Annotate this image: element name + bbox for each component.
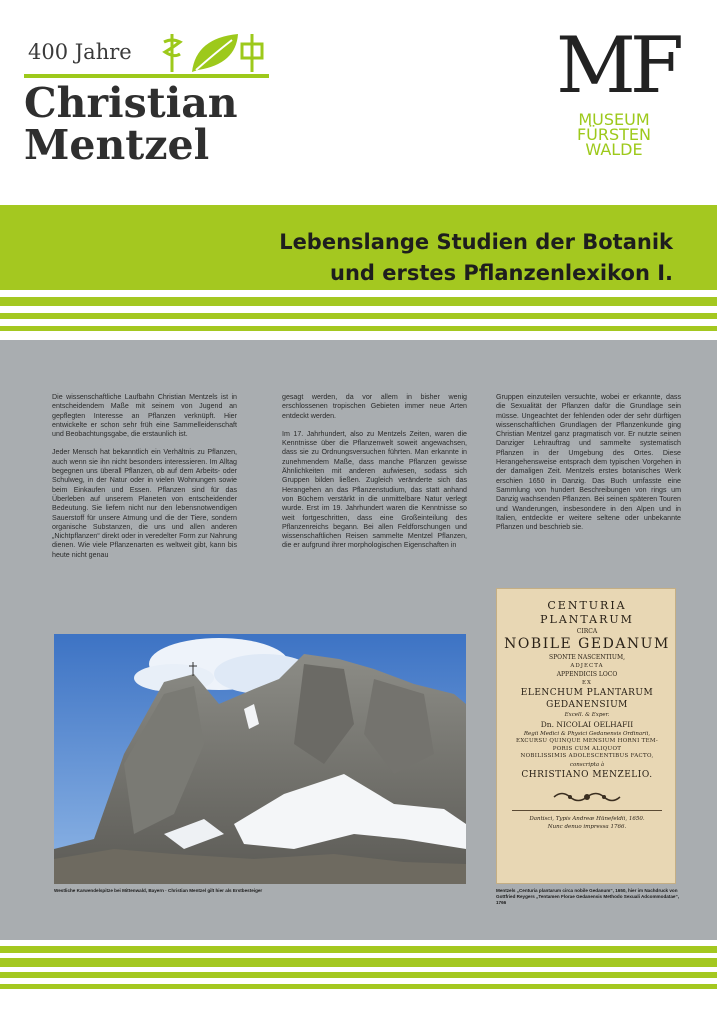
paragraph: Gruppen einzuteilen versuchte, wobei er erkannte, dass die Sexualität der Pflanzen dafür die Grundlage sein müsse. Ungeachtet der fehlenden oder der sehr dürftigen wissenschaftlichen Grundlagen der Pflanzenkunde ging Christian Mentzel ganz pragmatisch vor. Er nutzte seinen Danziger Lehrauftrag und sammelte systematisch Pflanzen in der Umgebung des Ortes. Diese Herangehensweise entsprach dem typischen Vorgehen in der damaligen Zeit. Mentzels erstes botanisches Werk erschien 1650 in Danzig. Das Buch umfasste eine Sammlung von hundert Beschreibungen von rings um Danzig wachsenden Pflanzen. Bei seinen späteren Touren und Wanderungen, insbesondere in den Alpen und in Italien, entdeckte er weitere seltene oder unbekannte Pflanzen und beschrieb sie. xyxy=(496,393,681,532)
logo-rule xyxy=(24,74,269,78)
book-line: APPENDICIS LOCO xyxy=(556,671,618,678)
logo-name xyxy=(24,79,238,169)
book-title-page xyxy=(496,588,676,884)
page-title xyxy=(279,227,673,289)
paragraph: Im 17. Jahrhundert, also zu Mentzels Zeiten, waren die Kenntnisse über die Pflanzenwelt soweit angewachsen, dass sie zu Ordnungsversuchen führten. Man erkannte in zunehmendem Maße, dass manche Pflanzen gewisse Ähnlichkeiten mit anderen aufwiesen, sodass sich Gruppen bilden ließen. Zugleich veränderte sich das Herangehen an das Pflanzenstudium, das statt anhand von Büchern verstärkt in die unmittelbare Natur verlegt wurde. Erst im 19. Jahrhundert waren die Kenntnisse so weit fortgeschritten, dass eine Großeinteilung des Pflanzenreichs begann. Bei allen Feldforschungen und wissenschaftlichen Reisen sammelte Mentzel Pflanzen, die er aufgrund ihrer morphologischen Eigenschaften in xyxy=(282,429,467,550)
poster-header xyxy=(0,0,717,205)
stripe-bottom-3 xyxy=(0,972,717,978)
title-line-2: und erstes Pflanzenlexikon I. xyxy=(330,261,673,285)
stripe-bottom-4 xyxy=(0,984,717,989)
book-line: PLANTARUM xyxy=(540,613,634,626)
book-line: Regii Medici & Physici Gedanensis Ordinarii, xyxy=(523,731,651,737)
ornament-icon xyxy=(552,790,622,804)
christian-mentzel-logo xyxy=(24,30,274,180)
mountain-photo xyxy=(54,634,466,884)
title-line-1: Lebenslange Studien der Botanik xyxy=(279,230,673,254)
paragraph: gesagt werden, da vor allem in bisher wenig erschlossenen tropischen Gebieten immer neue Arten entdeckt werden. xyxy=(282,393,467,420)
book-line: Excell. & Exper. xyxy=(564,712,610,718)
book-line: CENTURIA xyxy=(547,599,627,612)
book-text xyxy=(497,599,677,831)
mountain-image xyxy=(54,634,466,884)
book-line: NOBILISSIMIS ADOLESCENTIBUS FACTO, xyxy=(520,753,654,759)
book-line: NOBILE GEDANUM xyxy=(504,636,670,652)
stripe-bottom-1 xyxy=(0,946,717,953)
stripe-bottom-2 xyxy=(0,958,717,967)
book-rule xyxy=(512,810,662,811)
text-column-1 xyxy=(52,393,237,569)
stripe-top-2 xyxy=(0,313,717,319)
paragraph: Die wissenschaftliche Laufbahn Christian Mentzels ist in entscheidendem Maße mit seinem von Jugend an gepflegten Interesse an Pflanzen verknüpft. Hier entwickelte er schon sehr früh eine Sammelleidenschaft und Beobachtungsgabe, die erstaunlich ist. xyxy=(52,393,237,439)
book-line: EXCURSU QUINQUE MENSIUM HORNI TEM- xyxy=(516,738,658,744)
title-band xyxy=(0,205,717,290)
book-line: CHRISTIANO MENZELIO. xyxy=(521,769,653,780)
stripe-top-1 xyxy=(0,297,717,306)
museum-word-3: WALDE xyxy=(585,140,643,159)
text-column-3 xyxy=(496,393,681,541)
book-line: SPONTE NASCENTIUM, xyxy=(549,654,625,661)
museum-word-2: FÜRSTEN xyxy=(576,125,652,144)
content-panel xyxy=(0,340,717,940)
book-line: ADJECTA xyxy=(570,663,604,669)
book-line: ELENCHUM PLANTARUM xyxy=(520,688,654,698)
book-line: conscripta à xyxy=(569,761,605,768)
book-line: CIRCA xyxy=(576,628,598,635)
logo-name-first: Christian xyxy=(24,79,238,127)
museum-mark: MF xyxy=(556,21,678,111)
logo-years: 400 Jahre xyxy=(28,40,132,64)
plant-symbols-icon xyxy=(162,30,266,74)
paragraph: Jeder Mensch hat bekanntlich ein Verhältnis zu Pflanzen, auch wenn sie ihn nicht besonders interessieren. Im Alltag begegnen uns überall Pflanzen, ob auf dem Arbeits- oder Schulweg, in der Natur oder in vielen Wohnungen sowie beim Einkaufen und Essen. Pflanzen sind für das Überleben auf unserem Planeten von entscheidender Bedeutung. Sie liefern nicht nur den lebensnotwendigen Sauerstoff für unsere Atmung und die der Tiere, sondern organische Substanzen, die uns und allen anderen „Nichtpflanzen“ direkt oder in veredelter Form zur Nahrung dienen. Wie viele Pflanzenarten es weltweit gibt, kann bis heute nicht genau xyxy=(52,448,237,559)
book-line: Nunc denuo impressa 1766. xyxy=(547,823,627,830)
photo-caption: Westliche Karwendelspitze bei Mittenwald, Bayern · Christian Mentzel gilt hier als Erstbesteiger xyxy=(54,888,263,893)
logo-name-last: Mentzel xyxy=(24,121,210,169)
book-line: EX xyxy=(582,680,592,686)
book-caption: Mentzels „Centuria plantarum circa nobile Gedanum“, 1650, hier im Nachdruck von Gottfried Reygers „Tentamen Florae Gedanensis Methodo Sexuali Adcommodatae“, 1766 xyxy=(496,888,680,905)
book-line: PORIS CUM ALIQUOT xyxy=(552,745,622,752)
book-line: Dantisci, Typis Andreæ Hünefeldii, 1650. xyxy=(529,815,645,822)
book-line: GEDANENSIUM xyxy=(546,700,628,710)
stripe-top-3 xyxy=(0,326,717,331)
book-line: Dn. NICOLAI OELHAFII xyxy=(540,720,634,729)
museum-word-1: MUSEUM xyxy=(578,110,650,129)
museum-wordmark xyxy=(554,112,674,157)
museum-fuerstenwalde-logo xyxy=(548,21,678,176)
text-column-2 xyxy=(282,393,467,560)
